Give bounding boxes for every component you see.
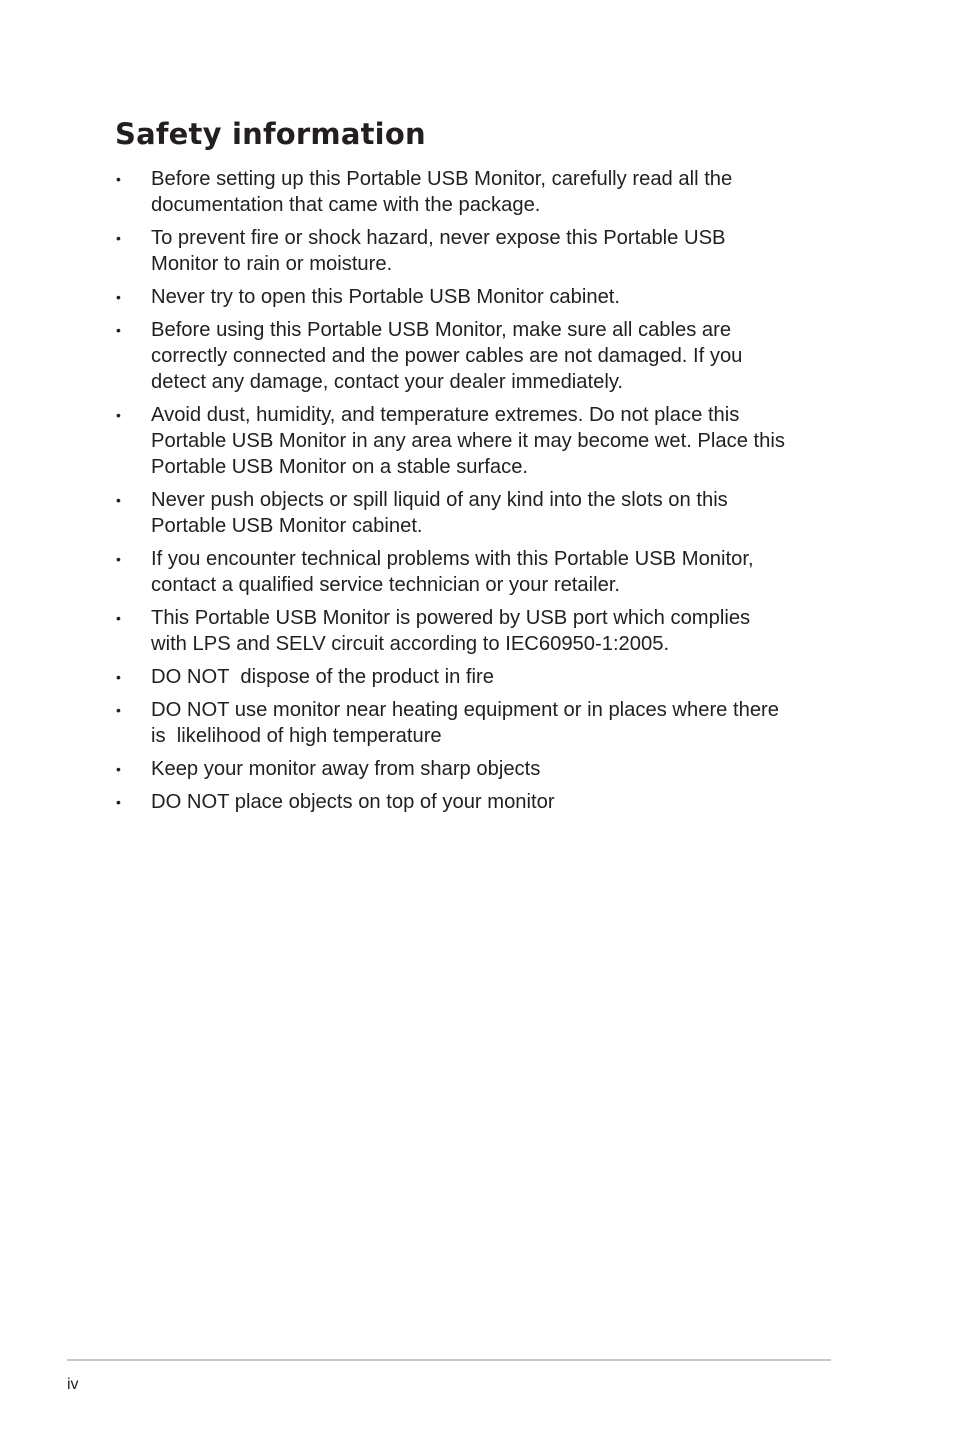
list-item-text: This Portable USB Monitor is powered by USB port which complies with LPS and SELV circuit according to IEC60950-1:2005. xyxy=(151,607,751,655)
safety-list xyxy=(115,166,835,822)
bullet-icon: • xyxy=(116,492,121,508)
list-item xyxy=(115,317,835,395)
bullet-icon: • xyxy=(116,702,121,718)
list-item xyxy=(115,605,835,657)
list-item xyxy=(115,166,835,218)
list-item-text: DO NOT dispose of the product in fire xyxy=(151,666,494,688)
list-item-text: Before using this Portable USB Monitor, make sure all cables are correctly connected and the power cables are not damaged. If you detect any damage, contact your dealer immediately. xyxy=(151,319,743,393)
bullet-icon: • xyxy=(116,669,121,685)
bullet-icon: • xyxy=(116,610,121,626)
list-item xyxy=(115,284,835,310)
bullet-icon: • xyxy=(116,407,121,423)
list-item xyxy=(115,697,835,749)
bullet-icon: • xyxy=(116,551,121,567)
bullet-icon: • xyxy=(116,761,121,777)
footer-divider xyxy=(67,1359,831,1361)
bullet-icon: • xyxy=(116,171,121,187)
list-item-text: If you encounter technical problems with this Portable USB Monitor, contact a qualified service technician or your retailer. xyxy=(151,548,754,596)
list-item-text: Keep your monitor away from sharp objects xyxy=(151,758,541,780)
list-item-text: Never try to open this Portable USB Monitor cabinet. xyxy=(151,286,621,308)
page-title: Safety information xyxy=(115,117,426,151)
list-item-text: DO NOT place objects on top of your monitor xyxy=(151,791,555,813)
list-item xyxy=(115,664,835,690)
page-number: iv xyxy=(67,1376,79,1393)
bullet-icon: • xyxy=(116,230,121,246)
bullet-icon: • xyxy=(116,794,121,810)
list-item xyxy=(115,225,835,277)
bullet-icon: • xyxy=(116,289,121,305)
list-item-text: Avoid dust, humidity, and temperature extremes. Do not place this Portable USB Monitor in any area where it may become wet. Place this Portable USB Monitor on a stable surface. xyxy=(151,404,785,478)
bullet-icon: • xyxy=(116,322,121,338)
list-item xyxy=(115,487,835,539)
list-item-text: DO NOT use monitor near heating equipment or in places where there is likelihood of high temperature xyxy=(151,699,780,747)
list-item xyxy=(115,789,835,815)
list-item xyxy=(115,756,835,782)
list-item-text: Never push objects or spill liquid of any kind into the slots on this Portable USB Monitor cabinet. xyxy=(151,489,728,537)
list-item-text: Before setting up this Portable USB Monitor, carefully read all the documentation that came with the package. xyxy=(151,168,733,216)
list-item-text: To prevent fire or shock hazard, never expose this Portable USB Monitor to rain or moisture. xyxy=(151,227,726,275)
list-item xyxy=(115,546,835,598)
list-item xyxy=(115,402,835,480)
